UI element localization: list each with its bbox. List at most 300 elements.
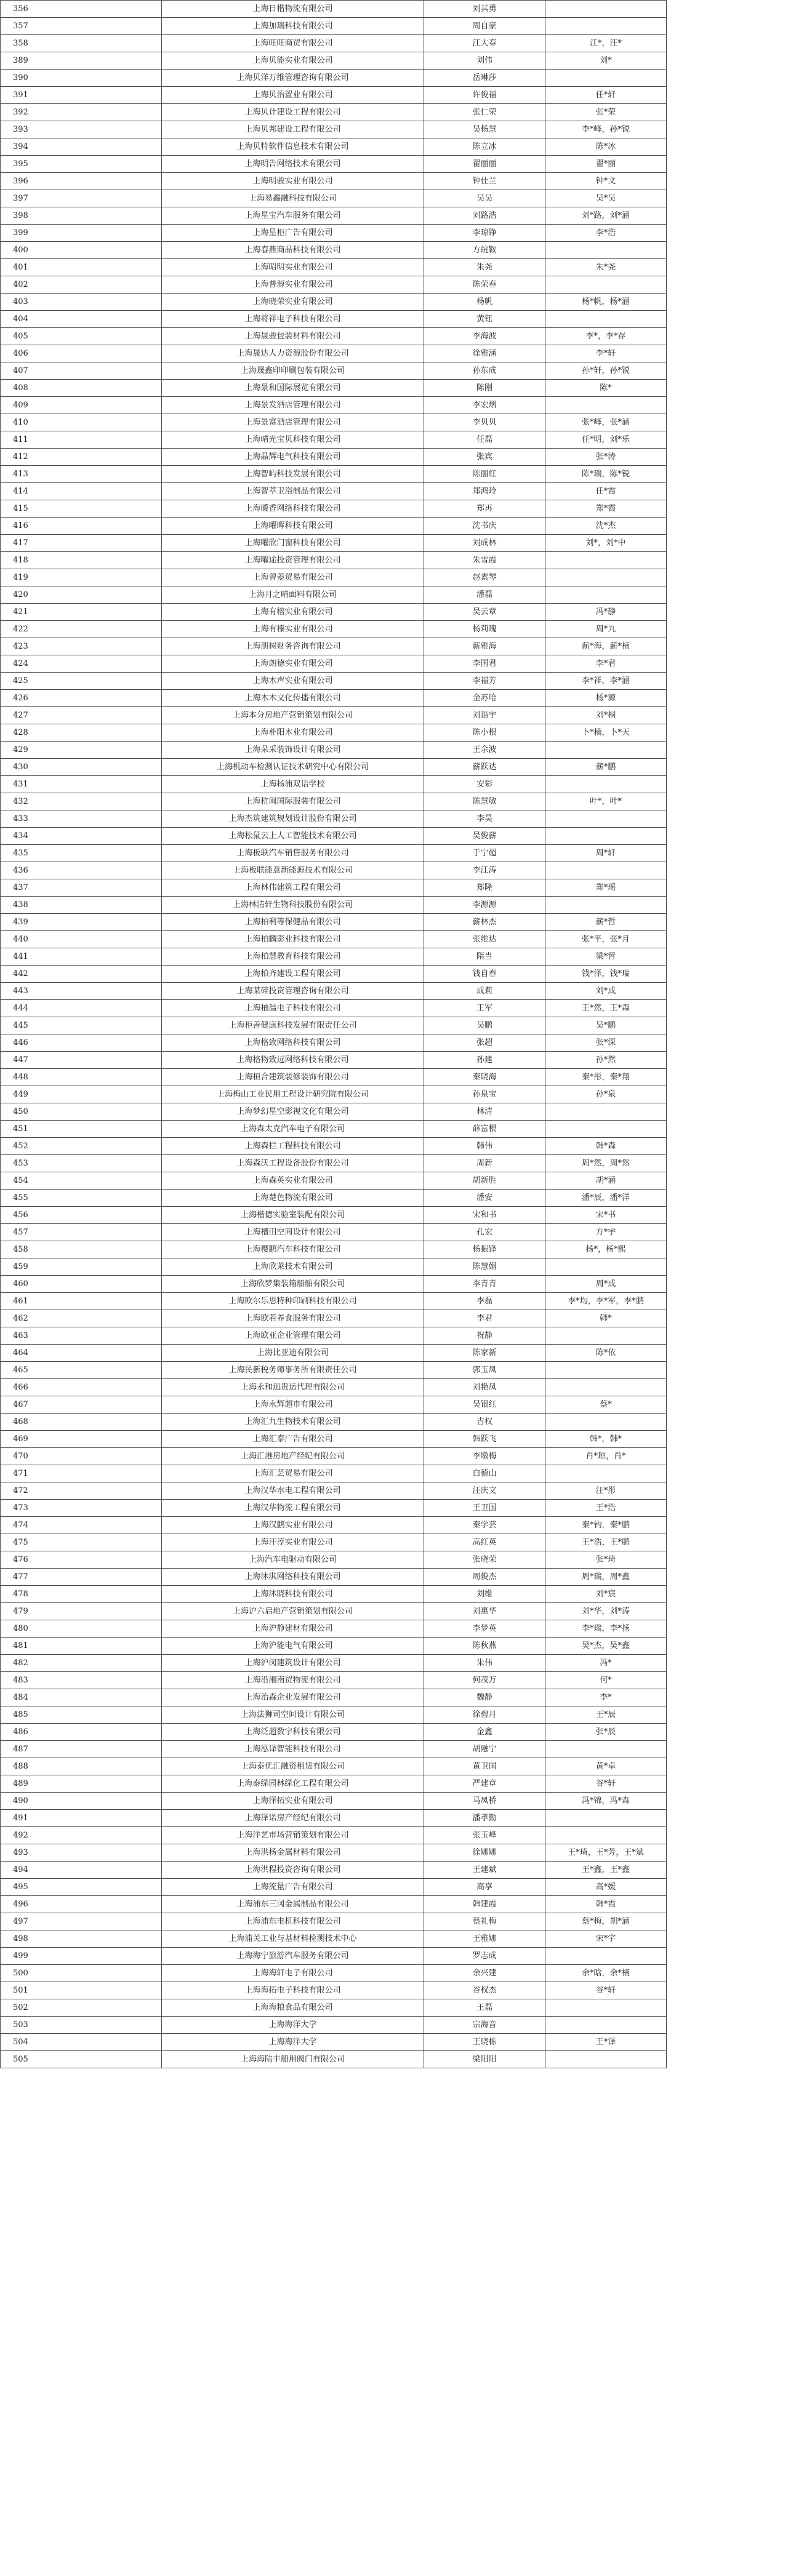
row-number: 439: [1, 914, 162, 931]
empty-margin-cell: [667, 931, 788, 948]
company-name-cell: 上海曜晖科技有限公司: [162, 518, 424, 535]
related-names-cell: [545, 1379, 667, 1396]
person-name-cell: 张仁荣: [424, 104, 545, 121]
person-name-cell: 李君: [424, 1310, 545, 1327]
row-number: 489: [1, 1775, 162, 1793]
empty-margin-cell: [667, 1172, 788, 1190]
empty-margin-cell: [667, 1655, 788, 1672]
company-name-cell: 上海浦东电机科技有限公司: [162, 1913, 424, 1930]
table-row: [1, 1345, 788, 1362]
related-names-cell: 胡*涵: [545, 1172, 667, 1190]
related-names-cell: 张*涛: [545, 449, 667, 466]
company-name-cell: 上海海拓电子科技有限公司: [162, 1982, 424, 1999]
person-name-cell: 马凤桥: [424, 1793, 545, 1810]
related-names-cell: 张*辰: [545, 1724, 667, 1741]
person-name-cell: 薪雅海: [424, 638, 545, 655]
row-number: 428: [1, 724, 162, 742]
person-name-cell: 安彩: [424, 776, 545, 793]
company-name-cell: 上海杨浦双语学校: [162, 776, 424, 793]
empty-margin-cell: [667, 173, 788, 190]
table-row: [1, 380, 788, 397]
empty-margin-cell: [667, 1414, 788, 1431]
row-number: 503: [1, 2017, 162, 2034]
related-names-cell: 朱*尧: [545, 259, 667, 276]
empty-margin-cell: [667, 1138, 788, 1155]
person-name-cell: 刘惠华: [424, 1603, 545, 1620]
row-number: 500: [1, 1965, 162, 1982]
empty-margin-cell: [667, 1758, 788, 1775]
row-number: 505: [1, 2051, 162, 2068]
company-name-cell: 上海春燕商品科技有限公司: [162, 242, 424, 259]
empty-margin-cell: [667, 87, 788, 104]
company-name-cell: 上海森太克汽车电子有限公司: [162, 1121, 424, 1138]
person-name-cell: 王卫国: [424, 1500, 545, 1517]
table-row: [1, 810, 788, 828]
empty-margin-cell: [667, 380, 788, 397]
related-names-cell: 薪*海，薪*楠: [545, 638, 667, 655]
table-row: [1, 1069, 788, 1086]
row-number: 400: [1, 242, 162, 259]
row-number: 494: [1, 1862, 162, 1879]
person-name-cell: 王晓栋: [424, 2034, 545, 2051]
related-names-cell: 王*琦，王*芳，王*斌: [545, 1844, 667, 1862]
company-name-cell: 上海贝计建设工程有限公司: [162, 104, 424, 121]
company-name-cell: 上海机动车检测认证技术研究中心有限公司: [162, 759, 424, 776]
empty-margin-cell: [667, 966, 788, 983]
person-name-cell: 林清: [424, 1103, 545, 1121]
row-number: 408: [1, 380, 162, 397]
company-name-cell: 上海海宁旅游汽车服务有限公司: [162, 1948, 424, 1965]
empty-margin-cell: [667, 1345, 788, 1362]
related-names-cell: 韩*: [545, 1310, 667, 1327]
company-name-cell: 上海林清轩生物科技股份有限公司: [162, 897, 424, 914]
related-names-cell: [545, 1414, 667, 1431]
row-number: 473: [1, 1500, 162, 1517]
company-name-cell: 上海浦东三冈金属制品有限公司: [162, 1896, 424, 1913]
company-name-cell: 上海汉华水电工程有限公司: [162, 1482, 424, 1500]
related-names-cell: 周*然，周*然: [545, 1155, 667, 1172]
person-name-cell: 周自豪: [424, 18, 545, 35]
table-row: [1, 1190, 788, 1207]
row-number: 469: [1, 1431, 162, 1448]
table-row: [1, 1103, 788, 1121]
related-names-cell: 刘*桐: [545, 707, 667, 724]
company-name-cell: 上海晴光宝贝科技有限公司: [162, 431, 424, 449]
related-names-cell: 江*，汪*: [545, 35, 667, 52]
table-row: [1, 2017, 788, 2034]
table-row: [1, 1551, 788, 1569]
row-number: 478: [1, 1586, 162, 1603]
empty-margin-cell: [667, 294, 788, 311]
row-number: 399: [1, 225, 162, 242]
person-name-cell: 陈立冰: [424, 138, 545, 156]
table-row: [1, 1482, 788, 1500]
related-names-cell: [545, 1362, 667, 1379]
table-row: [1, 1896, 788, 1913]
row-number: 421: [1, 604, 162, 621]
empty-margin-cell: [667, 1569, 788, 1586]
company-name-cell: 上海柏利等保健品有限公司: [162, 914, 424, 931]
table-row: [1, 1465, 788, 1482]
company-name-cell: 上海贝洋万维管理咨询有限公司: [162, 70, 424, 87]
row-number: 429: [1, 742, 162, 759]
empty-margin-cell: [667, 1948, 788, 1965]
company-name-cell: 上海旺旺商贸有限公司: [162, 35, 424, 52]
table-row: [1, 1982, 788, 1999]
table-row: [1, 2051, 788, 2068]
company-name-cell: 上海森栏工程科技有限公司: [162, 1138, 424, 1155]
company-name-cell: 上海沪能电气有限公司: [162, 1638, 424, 1655]
table-row: [1, 879, 788, 897]
table-row: [1, 621, 788, 638]
table-row: [1, 1448, 788, 1465]
row-number: 493: [1, 1844, 162, 1862]
company-name-cell: 上海晟鑫印印刷包装有限公司: [162, 362, 424, 380]
row-number: 475: [1, 1534, 162, 1551]
person-name-cell: 钟仕兰: [424, 173, 545, 190]
company-name-cell: 上海楚色物流有限公司: [162, 1190, 424, 1207]
related-names-cell: 郑*瑶: [545, 879, 667, 897]
related-names-cell: [545, 1465, 667, 1482]
row-number: 462: [1, 1310, 162, 1327]
person-name-cell: 汪庆文: [424, 1482, 545, 1500]
table-row: [1, 983, 788, 1000]
related-names-cell: [545, 1810, 667, 1827]
table-row: [1, 397, 788, 414]
row-number: 436: [1, 862, 162, 879]
person-name-cell: 陈丽红: [424, 466, 545, 483]
company-name-cell: 上海泽拓实业有限公司: [162, 1793, 424, 1810]
related-names-cell: 秦*彤，秦*翔: [545, 1069, 667, 1086]
row-number: 419: [1, 569, 162, 586]
related-names-cell: 任*轩: [545, 87, 667, 104]
empty-margin-cell: [667, 276, 788, 294]
related-names-cell: [545, 1741, 667, 1758]
person-name-cell: 李青青: [424, 1276, 545, 1293]
related-names-cell: [545, 311, 667, 328]
empty-margin-cell: [667, 1, 788, 18]
table-row: [1, 707, 788, 724]
company-name-cell: 上海森英实业有限公司: [162, 1172, 424, 1190]
table-row: [1, 1086, 788, 1103]
related-names-cell: 蔡*梅，胡*涵: [545, 1913, 667, 1930]
row-number: 443: [1, 983, 162, 1000]
company-name-cell: 上海明告网络技术有限公司: [162, 156, 424, 173]
empty-margin-cell: [667, 1965, 788, 1982]
company-name-cell: 上海朴阳木业有限公司: [162, 724, 424, 742]
related-names-cell: 韩*森: [545, 1138, 667, 1155]
related-names-cell: [545, 2017, 667, 2034]
empty-margin-cell: [667, 586, 788, 604]
person-name-cell: 隋当: [424, 948, 545, 966]
empty-margin-cell: [667, 1551, 788, 1569]
related-names-cell: [545, 828, 667, 845]
empty-margin-cell: [667, 621, 788, 638]
table-row: [1, 1, 788, 18]
row-number: 397: [1, 190, 162, 207]
company-name-cell: 上海汉鹏实业有限公司: [162, 1517, 424, 1534]
empty-margin-cell: [667, 311, 788, 328]
person-name-cell: 张晓荣: [424, 1551, 545, 1569]
row-number: 356: [1, 1, 162, 18]
person-name-cell: 徐娜娜: [424, 1844, 545, 1862]
related-names-cell: 陈*冰: [545, 138, 667, 156]
row-number: 472: [1, 1482, 162, 1500]
row-number: 479: [1, 1603, 162, 1620]
row-number: 463: [1, 1327, 162, 1345]
empty-margin-cell: [667, 1207, 788, 1224]
person-name-cell: 李江涛: [424, 862, 545, 879]
related-names-cell: 谷*轩: [545, 1775, 667, 1793]
row-number: 404: [1, 311, 162, 328]
person-name-cell: 杨振锋: [424, 1241, 545, 1258]
empty-margin-cell: [667, 156, 788, 173]
company-name-cell: 上海治森企业发展有限公司: [162, 1689, 424, 1706]
empty-margin-cell: [667, 793, 788, 810]
company-name-cell: 上海沪六启地产营销策划有限公司: [162, 1603, 424, 1620]
related-names-cell: [545, 552, 667, 569]
related-names-cell: [545, 1999, 667, 2017]
person-name-cell: 韩伟: [424, 1138, 545, 1155]
related-names-cell: 张*平，张*月: [545, 931, 667, 948]
table-row: [1, 724, 788, 742]
table-row: [1, 1362, 788, 1379]
row-number: 471: [1, 1465, 162, 1482]
empty-margin-cell: [667, 569, 788, 586]
row-number: 405: [1, 328, 162, 345]
person-name-cell: 李昊: [424, 810, 545, 828]
related-names-cell: 李*轩: [545, 345, 667, 362]
row-number: 401: [1, 259, 162, 276]
company-name-cell: 上海桓合建筑装修装饰有限公司: [162, 1069, 424, 1086]
table-row: [1, 1155, 788, 1172]
table-row: [1, 1138, 788, 1155]
person-name-cell: 杨帆: [424, 294, 545, 311]
empty-margin-cell: [667, 52, 788, 70]
company-name-cell: 上海沪静建材有限公司: [162, 1620, 424, 1638]
row-number: 422: [1, 621, 162, 638]
related-names-cell: 钱*泽，钱*瑞: [545, 966, 667, 983]
empty-margin-cell: [667, 759, 788, 776]
empty-margin-cell: [667, 1224, 788, 1241]
related-names-cell: 孙*然: [545, 1052, 667, 1069]
empty-margin-cell: [667, 1121, 788, 1138]
company-name-cell: 上海槽田空间设计有限公司: [162, 1224, 424, 1241]
person-name-cell: 赵素琴: [424, 569, 545, 586]
person-name-cell: 薪林杰: [424, 914, 545, 931]
table-row: [1, 1862, 788, 1879]
related-names-cell: [545, 18, 667, 35]
related-names-cell: 周*瑞，周*鑫: [545, 1569, 667, 1586]
company-name-cell: 上海汗淳实业有限公司: [162, 1534, 424, 1551]
row-number: 425: [1, 673, 162, 690]
person-name-cell: 潘安: [424, 1190, 545, 1207]
related-names-cell: 李*，李*存: [545, 328, 667, 345]
person-name-cell: 严建章: [424, 1775, 545, 1793]
table-row: [1, 1586, 788, 1603]
row-number: 358: [1, 35, 162, 52]
empty-margin-cell: [667, 1500, 788, 1517]
row-number: 396: [1, 173, 162, 190]
person-name-cell: 方皖鞍: [424, 242, 545, 259]
company-name-cell: 上海晶辉电气科技有限公司: [162, 449, 424, 466]
empty-margin-cell: [667, 655, 788, 673]
related-names-cell: 刘*路，刘*涵: [545, 207, 667, 225]
person-name-cell: 孔宏: [424, 1224, 545, 1241]
table-row: [1, 35, 788, 52]
company-name-cell: 上海朋树财务咨询有限公司: [162, 638, 424, 655]
empty-margin-cell: [667, 2034, 788, 2051]
empty-margin-cell: [667, 1879, 788, 1896]
person-name-cell: 于宁超: [424, 845, 545, 862]
row-number: 395: [1, 156, 162, 173]
table-row: [1, 1810, 788, 1827]
row-number: 440: [1, 931, 162, 948]
person-name-cell: 吴俊薪: [424, 828, 545, 845]
row-number: 420: [1, 586, 162, 604]
company-name-cell: 上海柏麟影业科技有限公司: [162, 931, 424, 948]
person-name-cell: 钱自春: [424, 966, 545, 983]
table-row: [1, 776, 788, 793]
empty-margin-cell: [667, 1672, 788, 1689]
related-names-cell: 刘*宸: [545, 1586, 667, 1603]
table-row: [1, 759, 788, 776]
row-number: 474: [1, 1517, 162, 1534]
related-names-cell: 陈*依: [545, 1345, 667, 1362]
related-names-cell: 卜*楠，卜*天: [545, 724, 667, 742]
empty-margin-cell: [667, 776, 788, 793]
person-name-cell: 张宾: [424, 449, 545, 466]
empty-margin-cell: [667, 845, 788, 862]
table-row: [1, 483, 788, 500]
row-number: 449: [1, 1086, 162, 1103]
person-name-cell: 余兴建: [424, 1965, 545, 1982]
empty-margin-cell: [667, 1034, 788, 1052]
company-name-cell: 上海泛超数字科技有限公司: [162, 1724, 424, 1741]
company-name-cell: 上海昭明实业有限公司: [162, 259, 424, 276]
empty-margin-cell: [667, 1069, 788, 1086]
row-number: 435: [1, 845, 162, 862]
person-name-cell: 朱尧: [424, 259, 545, 276]
empty-margin-cell: [667, 1517, 788, 1534]
row-number: 482: [1, 1655, 162, 1672]
person-name-cell: 李琼铮: [424, 225, 545, 242]
empty-margin-cell: [667, 1276, 788, 1293]
empty-margin-cell: [667, 207, 788, 225]
empty-margin-cell: [667, 707, 788, 724]
company-name-cell: 上海晟骏包装材料有限公司: [162, 328, 424, 345]
company-name-cell: 上海普源实业有限公司: [162, 276, 424, 294]
company-name-cell: 上海加瑞科技有限公司: [162, 18, 424, 35]
person-name-cell: 李贝贝: [424, 414, 545, 431]
person-name-cell: 吴银红: [424, 1396, 545, 1414]
row-number: 504: [1, 2034, 162, 2051]
related-names-cell: 杨*，杨*熙: [545, 1241, 667, 1258]
company-name-cell: 上海欣梦集装箱船舶有限公司: [162, 1276, 424, 1293]
empty-margin-cell: [667, 1379, 788, 1396]
related-names-cell: [545, 569, 667, 586]
row-number: 398: [1, 207, 162, 225]
row-number: 415: [1, 500, 162, 518]
company-name-cell: 上海泓译智能科技有限公司: [162, 1741, 424, 1758]
related-names-cell: 宋*书: [545, 1207, 667, 1224]
person-name-cell: 郑再: [424, 500, 545, 518]
table-row: [1, 87, 788, 104]
table-row: [1, 1121, 788, 1138]
empty-margin-cell: [667, 259, 788, 276]
person-name-cell: 潘磊: [424, 586, 545, 604]
row-number: 481: [1, 1638, 162, 1655]
table-row: [1, 535, 788, 552]
related-names-cell: 刘*华，刘*涛: [545, 1603, 667, 1620]
empty-margin-cell: [667, 1310, 788, 1327]
table-row: [1, 845, 788, 862]
table-row: [1, 1241, 788, 1258]
empty-margin-cell: [667, 18, 788, 35]
row-number: 392: [1, 104, 162, 121]
related-names-cell: 余*晗，余*楠: [545, 1965, 667, 1982]
table-row: [1, 500, 788, 518]
empty-margin-cell: [667, 535, 788, 552]
person-name-cell: 孙泉宝: [424, 1086, 545, 1103]
row-number: 466: [1, 1379, 162, 1396]
company-name-cell: 上海流量广告有限公司: [162, 1879, 424, 1896]
related-names-cell: 冯*锦，冯*森: [545, 1793, 667, 1810]
related-names-cell: 王*然，王*森: [545, 1000, 667, 1017]
table-row: [1, 1207, 788, 1224]
empty-margin-cell: [667, 483, 788, 500]
company-name-cell: 上海朗德实业有限公司: [162, 655, 424, 673]
row-number: 426: [1, 690, 162, 707]
table-row: [1, 569, 788, 586]
person-name-cell: 江大春: [424, 35, 545, 52]
table-row: [1, 18, 788, 35]
row-number: 447: [1, 1052, 162, 1069]
table-row: [1, 431, 788, 449]
table-row: [1, 466, 788, 483]
related-names-cell: 韩*霞: [545, 1896, 667, 1913]
company-name-cell: 上海森沃工程设备股份有限公司: [162, 1155, 424, 1172]
row-number: 460: [1, 1276, 162, 1293]
company-name-cell: 上海柜善健康科技发展有限责任公司: [162, 1017, 424, 1034]
row-number: 411: [1, 431, 162, 449]
person-name-cell: 秦晓海: [424, 1069, 545, 1086]
table-row: [1, 173, 788, 190]
company-name-cell: 上海欧尔乐思特种印刷科技有限公司: [162, 1293, 424, 1310]
empty-margin-cell: [667, 1638, 788, 1655]
person-name-cell: 宋和书: [424, 1207, 545, 1224]
company-name-cell: 上海浦关工业与基材料检测技术中心: [162, 1930, 424, 1948]
related-names-cell: 翟*丽: [545, 156, 667, 173]
person-name-cell: 王建斌: [424, 1862, 545, 1879]
related-names-cell: 刘*，刘*中: [545, 535, 667, 552]
person-name-cell: 李海波: [424, 328, 545, 345]
empty-margin-cell: [667, 914, 788, 931]
company-name-cell: 上海易鑫融科技有限公司: [162, 190, 424, 207]
related-names-cell: [545, 1948, 667, 1965]
row-number: 454: [1, 1172, 162, 1190]
related-names-cell: 李*均，李*军，李*鹏: [545, 1293, 667, 1310]
row-number: 413: [1, 466, 162, 483]
table-row: [1, 914, 788, 931]
table-row: [1, 449, 788, 466]
company-name-cell: 上海日楷物流有限公司: [162, 1, 424, 18]
company-name-cell: 上海楷德实验室装配有限公司: [162, 1207, 424, 1224]
table-row: [1, 1258, 788, 1276]
related-names-cell: [545, 586, 667, 604]
table-row: [1, 655, 788, 673]
person-name-cell: 朱伟: [424, 1655, 545, 1672]
